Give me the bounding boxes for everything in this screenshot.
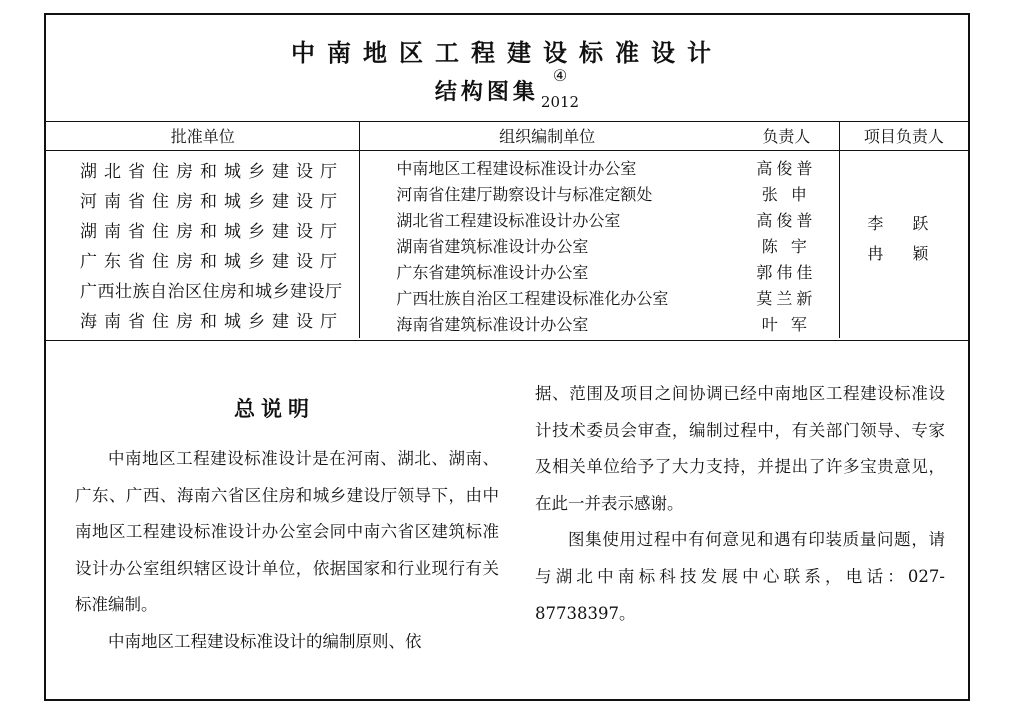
table-bottom-rule (46, 340, 968, 341)
description-paragraph: 中南地区工程建设标准设计的编制原则、依 (108, 631, 422, 651)
person-list (734, 151, 839, 339)
organizer-list (360, 151, 734, 339)
approver-item: 海南省住房和城乡建设厅 (80, 312, 344, 332)
person-item: 陈 宇 (761, 237, 811, 256)
project-lead-item: 李 跃 (867, 214, 941, 233)
title-block (46, 15, 968, 122)
table-body-row (46, 151, 968, 339)
organizer-item: 河南省住建厅勘察设计与标准定额处 (396, 185, 653, 204)
page-frame (44, 13, 970, 701)
table-header-row (46, 121, 968, 151)
person-item: 叶 军 (761, 315, 811, 334)
edition-year: 2012 (540, 93, 580, 111)
person-item: 张 申 (761, 185, 811, 204)
approver-item: 湖北省住房和城乡建设厅 (80, 162, 344, 182)
person-item: 郭伟佳 (756, 263, 817, 282)
header-approver: 批准单位 (46, 121, 360, 151)
section-heading: 总说明 (234, 397, 315, 421)
approver-item: 河南省住房和城乡建设厅 (80, 192, 344, 212)
organization-table (46, 121, 968, 338)
organizer-item: 湖南省建筑标准设计办公室 (396, 237, 589, 256)
person-item: 莫兰新 (756, 289, 817, 308)
description-left-column (75, 441, 499, 661)
organizer-item: 广西壮族自治区工程建设标准化办公室 (396, 289, 669, 308)
organizer-item: 广东省建筑标准设计办公室 (396, 263, 589, 282)
approver-item: 湖南省住房和城乡建设厅 (80, 222, 344, 242)
subtitle-text: 结构图集 (434, 80, 539, 105)
approver-item: 广东省住房和城乡建设厅 (80, 252, 344, 272)
approver-item: 广西壮族自治区住房和城乡建设厅 (80, 282, 343, 302)
header-project-lead: 项目负责人 (839, 121, 968, 151)
organizer-item: 海南省建筑标准设计办公室 (396, 315, 589, 334)
person-item: 高俊普 (756, 159, 817, 178)
volume-number: ④ (552, 66, 572, 85)
description-paragraph: 中南地区工程建设标准设计是在河南、湖北、湖南、广东、广西、海南六省区住房和城乡建设厅领导下，由中南地区工程建设标准设计办公室会同中南六省区建筑标准设计办公室组织辖区设计单位，依据国家和行业现行有关标准编制。 (75, 449, 499, 615)
atlas-subtitle (46, 66, 968, 111)
description-paragraph: 图集使用过程中有何意见和遇有印装质量问题，请与湖北中南标科技发展中心联系，电话：027-87738397。 (535, 530, 945, 623)
page-title: 中南地区工程建设标准设计 (291, 39, 723, 67)
person-item: 高俊普 (756, 211, 817, 230)
header-organizer: 组织编制单位 (360, 121, 734, 151)
description-right-column (535, 376, 945, 632)
header-person: 负责人 (734, 121, 839, 151)
volume-marker (540, 66, 580, 111)
project-lead-list (839, 151, 968, 339)
approver-list (46, 151, 360, 339)
organizer-item: 湖北省工程建设标准设计办公室 (396, 211, 621, 230)
organizer-item: 中南地区工程建设标准设计办公室 (396, 159, 637, 178)
description-paragraph: 据、范围及项目之间协调已经中南地区工程建设标准设计技术委员会审查，编制过程中，有关部门领导、专家及相关单位给予了大力支持，并提出了许多宝贵意见，在此一并表示感谢。 (535, 384, 945, 513)
project-lead-item: 冉 颖 (867, 244, 941, 263)
